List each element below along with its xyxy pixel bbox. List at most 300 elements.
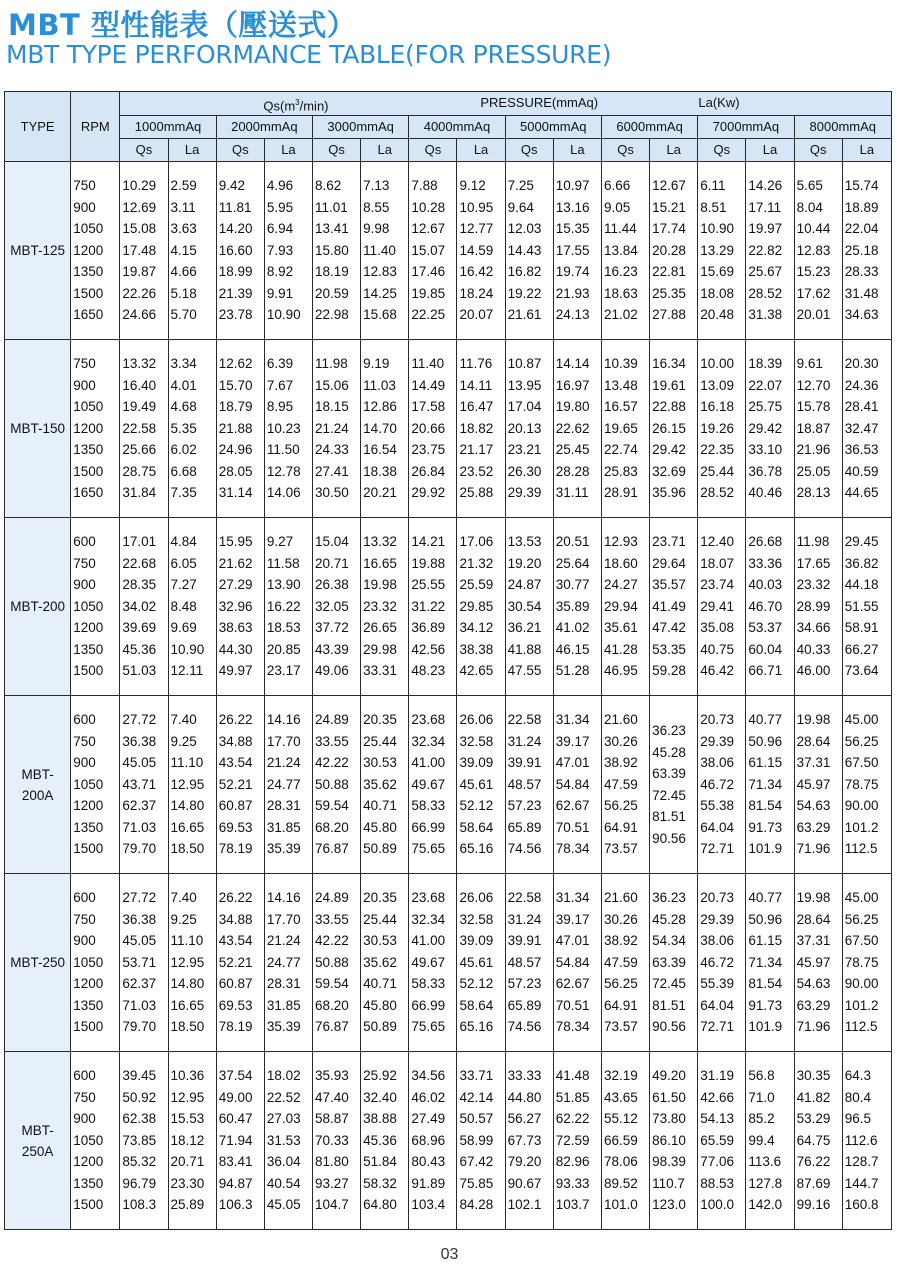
qs-value: 8.04	[796, 199, 823, 215]
qs-value: 100.0	[700, 1197, 735, 1213]
la-value: 144.7	[844, 1175, 879, 1191]
qs-value: 62.37	[122, 798, 157, 814]
rpm-value: 1650	[73, 485, 104, 501]
table-body	[5, 162, 892, 1230]
qs-value: 79.70	[122, 841, 157, 857]
la-value: 14.70	[363, 420, 397, 436]
la-value: 90.00	[844, 976, 879, 992]
qs-value: 20.48	[700, 307, 735, 323]
qs-value: 12.70	[796, 377, 831, 393]
qs-value: 51.03	[122, 663, 157, 679]
qs-value: 35.61	[603, 620, 638, 636]
qs-value: 19.98	[796, 712, 831, 728]
qs-value: 41.00	[411, 933, 446, 949]
qs-column-5	[505, 696, 553, 874]
qs-value: 13.84	[603, 242, 638, 258]
qs-value: 13.09	[700, 377, 735, 393]
qs-value: 18.99	[218, 264, 253, 280]
qs-value: 46.95	[603, 663, 638, 679]
la-value: 34.63	[844, 307, 879, 323]
rpm-value: 750	[73, 178, 96, 194]
la-column-7	[746, 340, 794, 518]
qs-value: 36.89	[411, 620, 446, 636]
la-column-8	[842, 696, 891, 874]
qs-column-1	[120, 696, 168, 874]
la-value: 14.80	[170, 976, 205, 992]
qs-value: 60.47	[218, 1111, 253, 1127]
qs-column-7	[698, 696, 746, 874]
la-value: 66.27	[844, 641, 879, 657]
rpm-value: 1500	[73, 463, 104, 479]
la-column-1	[168, 340, 216, 518]
performance-table	[4, 91, 892, 1230]
la-value: 10.90	[170, 641, 205, 657]
qs-value: 72.71	[700, 841, 735, 857]
la-value: 64.80	[363, 1197, 397, 1213]
la-column-7	[746, 874, 794, 1052]
la-value: 25.45	[555, 442, 590, 458]
la-value: 51.28	[555, 663, 590, 679]
la-value: 5.18	[170, 285, 197, 301]
qs-value: 56.25	[603, 976, 638, 992]
la-value: 11.03	[363, 377, 396, 393]
qs-column-1	[120, 162, 168, 340]
qs-value: 103.4	[411, 1197, 446, 1213]
la-value: 25.88	[459, 485, 494, 501]
la-value: 38.88	[363, 1111, 397, 1127]
qs-value: 36.38	[122, 733, 157, 749]
la-value: 45.00	[844, 712, 879, 728]
la-column-3	[361, 340, 409, 518]
qs-value: 18.87	[796, 420, 831, 436]
qs-value: 24.96	[218, 442, 253, 458]
model-type-label: MBT-150	[10, 421, 65, 436]
la-value: 70.51	[555, 819, 590, 835]
la-column-6	[650, 696, 698, 874]
page-number: 03	[440, 1246, 459, 1263]
qs-value: 28.99	[796, 598, 831, 614]
la-value: 101.9	[748, 1019, 783, 1035]
qs-value: 73.57	[603, 1019, 638, 1035]
la-value: 26.06	[459, 890, 494, 906]
qs-column-8	[794, 340, 842, 518]
la-value: 82.96	[555, 1154, 590, 1170]
la-value: 7.93	[266, 242, 294, 258]
rpm-value: 750	[73, 1089, 96, 1105]
la-value: 84.28	[459, 1197, 494, 1213]
la-value: 11.58	[266, 555, 300, 571]
qs-value: 66.99	[411, 997, 446, 1013]
model-type-label: MBT-250	[10, 955, 65, 970]
la-value: 3.63	[170, 221, 197, 237]
qs-value: 16.40	[122, 377, 157, 393]
qs-value: 19.98	[796, 890, 831, 906]
rpm-value: 1050	[73, 221, 104, 237]
qs-column-5	[505, 874, 553, 1052]
la-value: 16.22	[266, 598, 301, 614]
qs-value: 64.75	[796, 1132, 831, 1148]
la-value: 11.40	[363, 242, 396, 258]
la-value: 20.35	[363, 890, 397, 906]
la-value: 29.42	[748, 420, 783, 436]
qs-value: 46.72	[700, 954, 735, 970]
qs-value: 31.14	[218, 485, 253, 501]
qs-value: 19.22	[507, 285, 542, 301]
qs-value: 26.30	[507, 463, 542, 479]
qs-column-2	[216, 518, 264, 696]
la-value: 52.12	[459, 976, 494, 992]
la-value: 58.99	[459, 1132, 494, 1148]
la-value: 40.03	[748, 577, 783, 593]
la-value: 17.70	[266, 911, 301, 927]
la-value: 96.5	[844, 1111, 871, 1127]
la-value: 5.95	[266, 199, 294, 215]
qs-value: 41.00	[411, 755, 446, 771]
qs-value: 22.74	[603, 442, 638, 458]
la-value: 35.57	[652, 577, 686, 593]
la-value: 25.67	[748, 264, 783, 280]
qs-column-3	[313, 696, 361, 874]
la-value: 20.85	[266, 641, 301, 657]
la-value: 14.16	[266, 712, 301, 728]
la-value: 7.13	[363, 178, 390, 194]
qs-column-4	[409, 162, 457, 340]
la-column-3	[361, 874, 409, 1052]
la-value: 45.28	[652, 744, 686, 760]
qs-value: 34.66	[796, 620, 831, 636]
la-value: 2.59	[170, 178, 197, 194]
la-value: 25.75	[748, 399, 783, 415]
la-value: 35.39	[266, 1019, 301, 1035]
qs-value: 62.38	[122, 1111, 157, 1127]
la-value: 17.55	[555, 242, 590, 258]
qs-value: 19.49	[122, 399, 157, 415]
qs-column-5	[505, 162, 553, 340]
header-pressure-6: 6000mmAq	[601, 116, 697, 139]
la-column-5	[553, 340, 601, 518]
la-value: 4.15	[170, 242, 197, 258]
qs-value: 24.89	[315, 890, 349, 906]
la-value: 39.17	[555, 733, 590, 749]
la-value: 41.48	[555, 1068, 590, 1084]
qs-value: 15.07	[411, 242, 446, 258]
la-column-6	[650, 874, 698, 1052]
la-value: 23.52	[459, 463, 494, 479]
qs-value: 18.79	[218, 399, 253, 415]
la-value: 98.39	[652, 1154, 686, 1170]
la-value: 45.05	[266, 1197, 301, 1213]
la-column-3	[361, 518, 409, 696]
qs-value: 29.39	[507, 485, 542, 501]
la-value: 14.25	[363, 285, 397, 301]
qs-value: 10.44	[796, 221, 831, 237]
qs-value: 25.66	[122, 442, 157, 458]
la-value: 39.09	[459, 933, 494, 949]
la-value: 16.47	[459, 399, 494, 415]
la-value: 20.35	[363, 712, 397, 728]
la-value: 50.89	[363, 841, 397, 857]
qs-value: 25.05	[796, 463, 831, 479]
qs-value: 19.65	[603, 420, 638, 436]
qs-value: 10.00	[700, 356, 735, 372]
qs-value: 19.87	[122, 264, 157, 280]
la-value: 22.88	[652, 399, 686, 415]
la-value: 45.61	[459, 776, 494, 792]
la-value: 12.86	[363, 399, 397, 415]
la-column-2	[264, 1052, 312, 1230]
qs-value: 106.3	[218, 1197, 253, 1213]
la-value: 18.82	[459, 420, 494, 436]
qs-value: 21.96	[796, 442, 831, 458]
la-value: 27.03	[266, 1111, 301, 1127]
header-la-2: La	[264, 139, 312, 162]
la-value: 45.80	[363, 997, 397, 1013]
qs-value: 55.38	[700, 798, 735, 814]
rpm-value: 750	[73, 555, 96, 571]
qs-column-3	[313, 1052, 361, 1230]
la-value: 36.23	[652, 723, 686, 738]
la-value: 67.42	[459, 1154, 494, 1170]
la-value: 30.77	[555, 577, 590, 593]
qs-value: 68.96	[411, 1132, 446, 1148]
la-value: 81.51	[652, 809, 686, 824]
la-value: 33.71	[459, 1068, 494, 1084]
la-value: 81.51	[652, 997, 686, 1013]
la-value: 99.4	[748, 1132, 775, 1148]
rpm-cell	[71, 340, 120, 518]
la-value: 16.34	[652, 356, 686, 372]
la-value: 51.55	[844, 598, 879, 614]
qs-value: 77.06	[700, 1154, 735, 1170]
header-la-unit: La(Kw)	[698, 95, 740, 110]
qs-column-3	[313, 518, 361, 696]
la-value: 32.69	[652, 463, 686, 479]
la-value: 15.35	[555, 221, 590, 237]
qs-column-1	[120, 340, 168, 518]
la-value: 29.64	[652, 555, 686, 571]
la-value: 39.17	[555, 911, 590, 927]
la-value: 72.45	[652, 787, 686, 803]
qs-value: 10.28	[411, 199, 446, 215]
qs-value: 32.05	[315, 598, 349, 614]
qs-value: 27.41	[315, 463, 349, 479]
la-value: 18.38	[363, 463, 397, 479]
qs-value: 11.98	[315, 356, 348, 372]
la-value: 18.24	[459, 285, 494, 301]
la-value: 59.28	[652, 663, 686, 679]
qs-value: 23.68	[411, 890, 446, 906]
qs-value: 12.03	[507, 221, 542, 237]
qs-value: 57.23	[507, 798, 542, 814]
la-value: 18.53	[266, 620, 301, 636]
qs-value: 18.63	[603, 285, 638, 301]
qs-value: 12.67	[411, 221, 446, 237]
la-value: 8.48	[170, 598, 197, 614]
qs-value: 63.29	[796, 997, 831, 1013]
qs-column-8	[794, 518, 842, 696]
page-title-en: MBT TYPE PERFORMANCE TABLE(FOR PRESSURE)	[6, 40, 612, 69]
la-value: 15.74	[844, 178, 879, 194]
qs-value: 11.44	[603, 221, 637, 237]
qs-value: 71.03	[122, 819, 157, 835]
qs-value: 13.29	[700, 242, 735, 258]
qs-value: 99.16	[796, 1197, 831, 1213]
la-value: 50.96	[748, 911, 783, 927]
la-column-8	[842, 874, 891, 1052]
qs-value: 91.89	[411, 1175, 446, 1191]
qs-value: 40.75	[700, 641, 735, 657]
qs-value: 11.98	[796, 534, 830, 550]
la-value: 15.53	[170, 1111, 205, 1127]
qs-value: 22.25	[411, 307, 446, 323]
la-column-1	[168, 874, 216, 1052]
qs-value: 64.04	[700, 819, 735, 835]
rpm-value: 1500	[73, 663, 104, 679]
la-column-4	[457, 518, 505, 696]
la-value: 26.15	[652, 420, 686, 436]
la-value: 13.32	[363, 534, 397, 550]
qs-value: 5.65	[796, 178, 823, 194]
rpm-cell	[71, 162, 120, 340]
qs-value: 18.07	[700, 555, 735, 571]
qs-value: 44.30	[218, 641, 253, 657]
la-value: 78.75	[844, 776, 879, 792]
la-value: 25.18	[844, 242, 879, 258]
la-value: 35.62	[363, 954, 397, 970]
qs-value: 35.08	[700, 620, 735, 636]
model-section	[5, 696, 892, 874]
qs-value: 34.88	[218, 733, 253, 749]
qs-column-7	[698, 1052, 746, 1230]
la-value: 47.01	[555, 933, 590, 949]
la-column-8	[842, 518, 891, 696]
la-column-2	[264, 162, 312, 340]
qs-value: 64.91	[603, 819, 638, 835]
qs-column-8	[794, 162, 842, 340]
la-column-7	[746, 1052, 794, 1230]
qs-value: 30.54	[507, 598, 542, 614]
la-value: 12.83	[363, 264, 397, 280]
header-qs-la-row	[5, 139, 892, 162]
qs-value: 10.87	[507, 356, 542, 372]
model-type-label: MBT-	[21, 1122, 54, 1138]
qs-value: 50.92	[122, 1089, 157, 1105]
qs-value: 25.55	[411, 577, 446, 593]
la-column-4	[457, 1052, 505, 1230]
la-value: 58.91	[844, 620, 879, 636]
la-value: 12.95	[170, 954, 205, 970]
qs-value: 30.50	[315, 485, 349, 501]
rpm-cell	[71, 874, 120, 1052]
qs-value: 65.59	[700, 1132, 735, 1148]
qs-value: 13.41	[315, 221, 349, 237]
la-value: 49.20	[652, 1068, 686, 1084]
qs-value: 36.21	[507, 620, 542, 636]
la-value: 81.54	[748, 976, 783, 992]
qs-value: 73.57	[603, 841, 638, 857]
la-column-6	[650, 162, 698, 340]
model-type-cell	[5, 340, 71, 518]
qs-value: 11.81	[218, 199, 252, 215]
qs-value: 22.58	[507, 712, 542, 728]
qs-value: 71.96	[796, 841, 831, 857]
qs-value: 41.88	[507, 641, 542, 657]
qs-value: 102.1	[507, 1197, 542, 1213]
model-section	[5, 874, 892, 1052]
qs-column-3	[313, 162, 361, 340]
qs-value: 33.55	[315, 911, 349, 927]
la-column-5	[553, 1052, 601, 1230]
la-value: 22.07	[748, 377, 783, 393]
qs-value: 15.04	[315, 534, 349, 550]
qs-value: 6.11	[700, 178, 726, 194]
la-value: 28.28	[555, 463, 590, 479]
qs-value: 28.13	[796, 485, 831, 501]
la-value: 28.33	[844, 264, 879, 280]
qs-value: 45.97	[796, 776, 831, 792]
qs-value: 12.83	[796, 242, 831, 258]
qs-value: 15.70	[218, 377, 253, 393]
la-value: 142.0	[748, 1197, 783, 1213]
la-value: 40.71	[363, 976, 397, 992]
la-value: 41.02	[555, 620, 590, 636]
rpm-value: 1050	[73, 399, 104, 415]
qs-value: 21.61	[507, 307, 542, 323]
qs-value: 14.49	[411, 377, 446, 393]
qs-value: 26.22	[218, 890, 253, 906]
la-value: 9.69	[170, 620, 197, 636]
qs-value: 37.31	[796, 933, 831, 949]
la-value: 4.84	[170, 534, 197, 550]
la-value: 40.54	[266, 1175, 301, 1191]
la-value: 5.35	[170, 420, 197, 436]
la-value: 30.53	[363, 755, 397, 771]
qs-value: 37.54	[218, 1068, 253, 1084]
la-value: 42.65	[459, 663, 494, 679]
la-value: 78.75	[844, 954, 879, 970]
qs-value: 47.40	[315, 1089, 349, 1105]
la-column-7	[746, 518, 794, 696]
header-pressure-2: 2000mmAq	[216, 116, 312, 139]
la-value: 40.46	[748, 485, 783, 501]
la-value: 15.21	[652, 199, 686, 215]
qs-value: 36.38	[122, 911, 157, 927]
qs-column-6	[601, 162, 649, 340]
qs-value: 78.06	[603, 1154, 638, 1170]
qs-value: 45.36	[122, 641, 157, 657]
la-value: 28.41	[844, 399, 879, 415]
qs-value: 71.96	[796, 1019, 831, 1035]
rpm-value: 1350	[73, 997, 104, 1013]
rpm-value: 600	[73, 712, 96, 728]
la-column-2	[264, 874, 312, 1052]
la-value: 61.15	[748, 755, 783, 771]
qs-column-3	[313, 874, 361, 1052]
la-value: 9.98	[363, 221, 390, 237]
qs-value: 22.98	[315, 307, 349, 323]
qs-value: 21.60	[603, 712, 638, 728]
qs-value: 76.87	[315, 1019, 349, 1035]
qs-value: 30.35	[796, 1068, 831, 1084]
qs-column-4	[409, 1052, 457, 1230]
qs-value: 21.02	[603, 307, 638, 323]
la-column-5	[553, 874, 601, 1052]
la-value: 62.22	[555, 1111, 590, 1127]
qs-value: 65.89	[507, 997, 542, 1013]
qs-value: 12.93	[603, 534, 638, 550]
la-value: 63.39	[652, 766, 686, 781]
qs-value: 27.72	[122, 890, 157, 906]
